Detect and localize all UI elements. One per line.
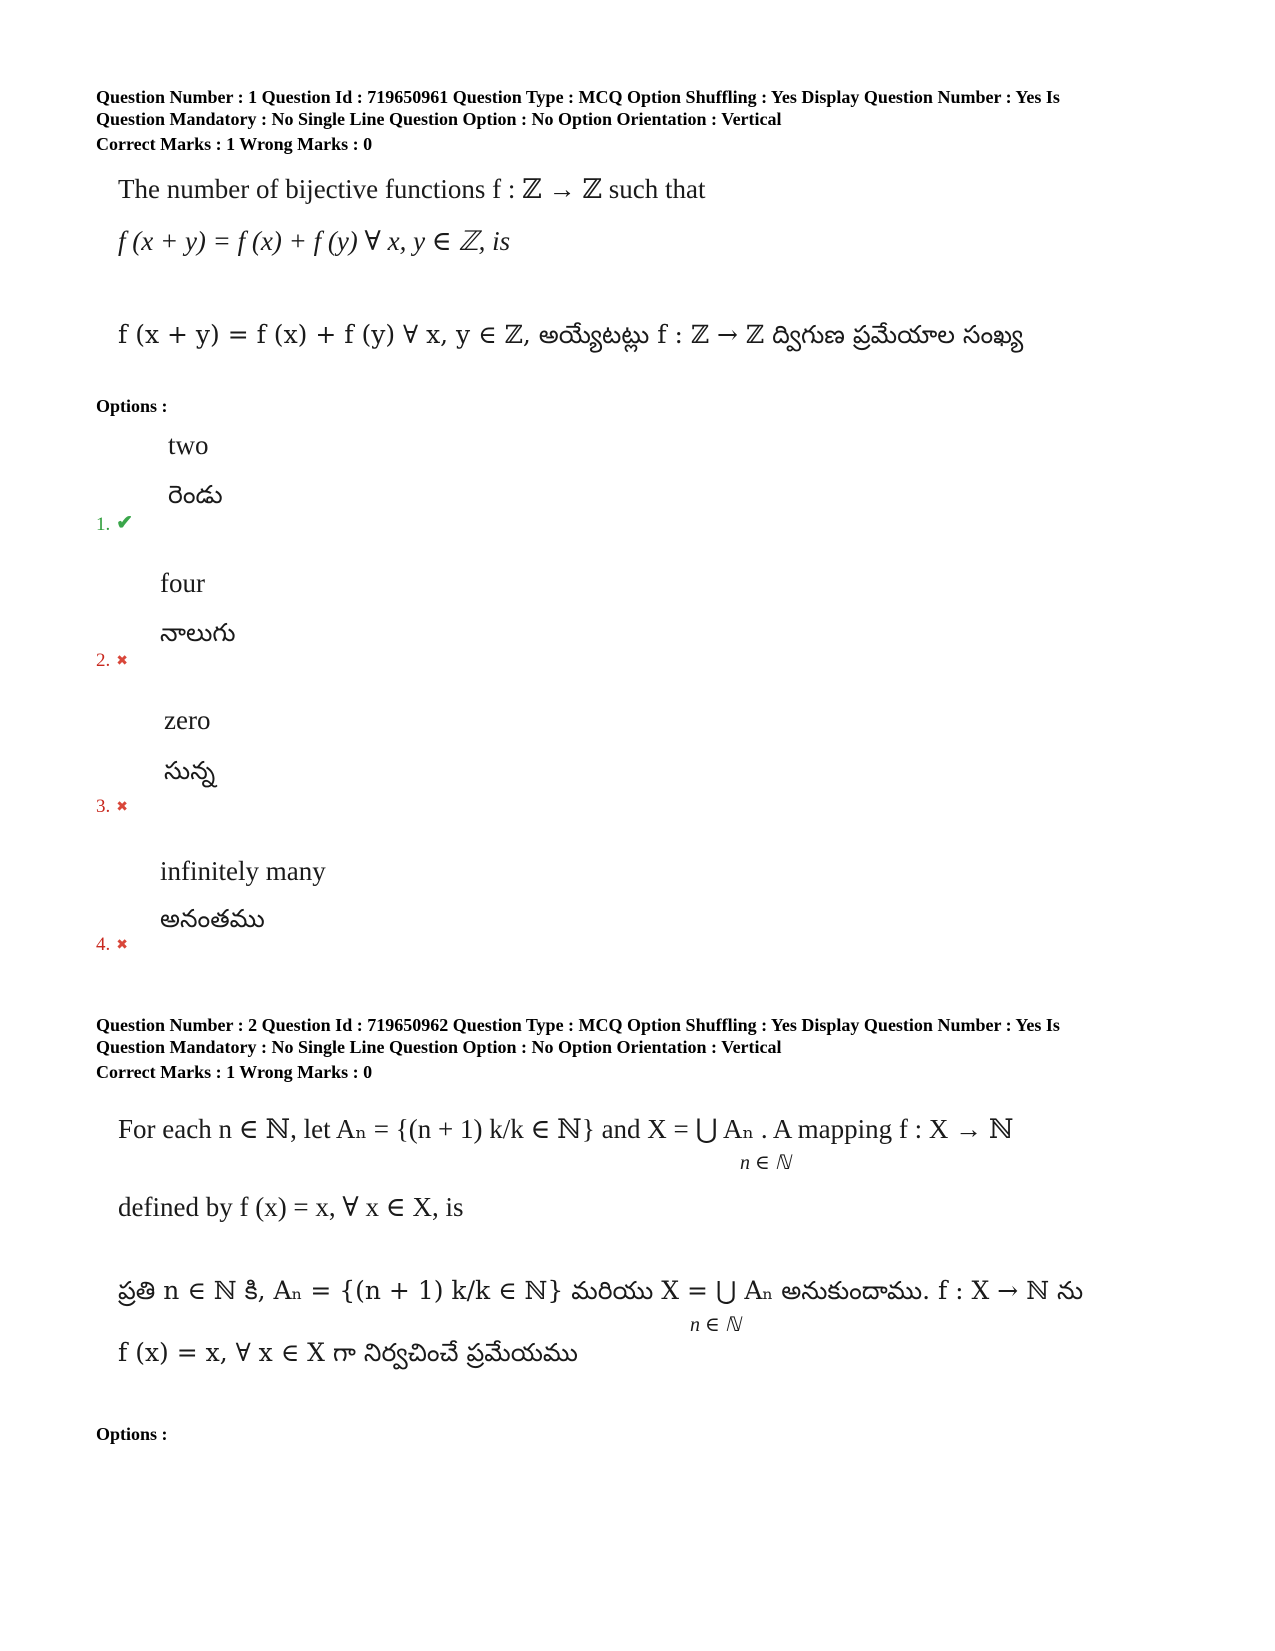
q2-te-union-subscript: n ∈ ℕ [690, 1314, 741, 1336]
q2-meta-line2: Question Mandatory : No Single Line Question Option : No Option Orientation : Vertical [96, 1037, 782, 1057]
option-text-en: infinitely many [160, 856, 326, 886]
q1-text-en-1: The number of bijective functions f : ℤ → ℤ such that [118, 174, 706, 204]
option-number [96, 934, 128, 956]
q2-marks: Correct Marks : 1 Wrong Marks : 0 [96, 1062, 373, 1082]
option-text-en: four [160, 568, 205, 598]
option-number-label: 2. [96, 650, 111, 671]
q1-meta-line2: Question Mandatory : No Single Line Question Option : No Option Orientation : Vertical [96, 109, 782, 129]
cross-icon: ✖ [116, 800, 128, 815]
option-text-te: రెండు [168, 480, 223, 509]
option-number-label: 1. [96, 514, 111, 535]
cross-icon: ✖ [116, 654, 128, 669]
option-text-te: అనంతము [160, 904, 265, 933]
q1-options-label: Options : [96, 396, 168, 416]
q2-text-en-1: For each n ∈ ℕ, let Aₙ = {(n + 1) k/k ∈ ℕ} and X = ⋃ Aₙ . A mapping f : X → ℕ [118, 1114, 1014, 1144]
q2-meta-line1: Question Number : 2 Question Id : 719650962 Question Type : MCQ Option Shuffling : Yes Display Question Number : Yes Is [96, 1015, 1060, 1035]
q1-text-te: f (x + y) = f (x) + f (y) ∀ x, y ∈ ℤ, అయ్యేటట్లు f : ℤ → ℤ ద్విగుణ ప్రమేయాల సంఖ్య [118, 320, 1024, 349]
option-text-te: నాలుగు [160, 618, 236, 647]
option-text-te: సున్న [164, 756, 216, 785]
q2-union-subscript: n ∈ ℕ [740, 1152, 791, 1174]
q2-text-te-2: f (x) = x, ∀ x ∈ X గా నిర్వచించే ప్రమేయము [118, 1338, 578, 1367]
option-number-label: 3. [96, 796, 111, 817]
q2-text-en-2: defined by f (x) = x, ∀ x ∈ X, is [118, 1192, 464, 1222]
option-text-en: zero [164, 705, 211, 735]
cross-icon: ✖ [116, 938, 128, 953]
q1-marks: Correct Marks : 1 Wrong Marks : 0 [96, 134, 373, 154]
q2-text-te-1: ప్రతి n ∈ ℕ కి, Aₙ = {(n + 1) k/k ∈ ℕ} మరియు X = ⋃ Aₙ అనుకుందాము. f : X → ℕ ను [118, 1276, 1084, 1305]
q2-options-label: Options : [96, 1424, 168, 1444]
q1-meta-line1: Question Number : 1 Question Id : 719650961 Question Type : MCQ Option Shuffling : Yes Display Question Number : Yes Is [96, 87, 1060, 107]
q1-text-en-2: f (x + y) = f (x) + f (y) ∀ x, y ∈ ℤ, is [118, 226, 511, 256]
option-text-en: two [168, 430, 209, 460]
option-number [96, 650, 128, 672]
option-number-label: 4. [96, 934, 111, 955]
option-number [96, 796, 128, 818]
option-number [96, 510, 133, 536]
check-icon: ✔ [116, 512, 134, 534]
